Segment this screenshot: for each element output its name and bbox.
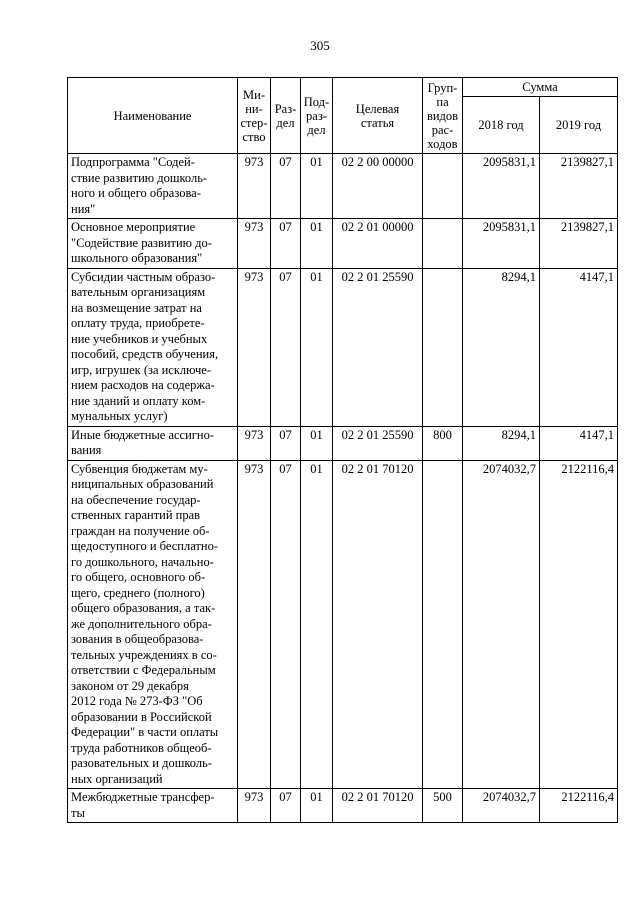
row-name: Субвенция бюджетам му- ниципальных образований на обеспечение государ- ственных гарантий прав граждан на получение об- щедоступного и бесплатно- го дошкольного, начально- го общего, основного об- щего, среднего (полного) общего образования, а так- же дополнительного обра- зования в общеобразова- тельных учреждениях в со- ответствии с Федеральным законом от 29 декабря 2012 года № 273-ФЗ "Об образовании в Российской Федерации" в части оплаты труда работников общеоб- разовательных и дошколь- ных организаций bbox=[68, 460, 238, 789]
row-section: 07 bbox=[271, 154, 301, 219]
row-ministry: 973 bbox=[238, 268, 271, 426]
row-sum-2018: 8294,1 bbox=[463, 268, 540, 426]
row-target-article: 02 2 01 70120 bbox=[333, 460, 423, 789]
table-row bbox=[68, 460, 618, 789]
table-row bbox=[68, 268, 618, 426]
header-subsection: Под- раз- дел bbox=[301, 78, 333, 154]
row-section: 07 bbox=[271, 219, 301, 269]
header-section: Раз- дел bbox=[271, 78, 301, 154]
row-expense-group bbox=[423, 219, 463, 269]
row-sum-2018: 2095831,1 bbox=[463, 154, 540, 219]
row-target-article: 02 2 01 25590 bbox=[333, 268, 423, 426]
row-target-article: 02 2 01 70120 bbox=[333, 789, 423, 823]
row-expense-group bbox=[423, 268, 463, 426]
row-subsection: 01 bbox=[301, 219, 333, 269]
row-target-article: 02 2 01 00000 bbox=[333, 219, 423, 269]
row-expense-group bbox=[423, 460, 463, 789]
row-subsection: 01 bbox=[301, 268, 333, 426]
table-row bbox=[68, 154, 618, 219]
row-section: 07 bbox=[271, 268, 301, 426]
header-name: Наименование bbox=[68, 78, 238, 154]
row-sum-2019: 2122116,4 bbox=[540, 460, 618, 789]
row-expense-group bbox=[423, 154, 463, 219]
row-sum-2019: 2139827,1 bbox=[540, 219, 618, 269]
header-target-article: Целевая статья bbox=[333, 78, 423, 154]
row-section: 07 bbox=[271, 426, 301, 460]
row-sum-2018: 2074032,7 bbox=[463, 460, 540, 789]
row-expense-group: 800 bbox=[423, 426, 463, 460]
row-subsection: 01 bbox=[301, 426, 333, 460]
row-sum-2018: 2074032,7 bbox=[463, 789, 540, 823]
header-expense-group: Груп- па видов рас- ходов bbox=[423, 78, 463, 154]
row-target-article: 02 2 01 25590 bbox=[333, 426, 423, 460]
table-row bbox=[68, 426, 618, 460]
row-name: Основное мероприятие "Содействие развитию до- школьного образования" bbox=[68, 219, 238, 269]
row-name: Субсидии частным образо- вательным организациям на возмещение затрат на оплату труда, приобрете- ние учебников и учебных пособий, средств обучения, игр, игрушек (за исключе- нием расходов на содержа- ние зданий и оплату ком- мунальных услуг) bbox=[68, 268, 238, 426]
header-year-2018: 2018 год bbox=[463, 97, 540, 154]
header-ministry: Ми- ни- стер- ство bbox=[238, 78, 271, 154]
row-name: Иные бюджетные ассигно- вания bbox=[68, 426, 238, 460]
header-sum: Сумма bbox=[463, 78, 618, 97]
row-ministry: 973 bbox=[238, 426, 271, 460]
header-row bbox=[68, 78, 618, 97]
row-sum-2019: 4147,1 bbox=[540, 268, 618, 426]
table-row bbox=[68, 789, 618, 823]
row-subsection: 01 bbox=[301, 460, 333, 789]
row-sum-2018: 8294,1 bbox=[463, 426, 540, 460]
row-ministry: 973 bbox=[238, 154, 271, 219]
row-ministry: 973 bbox=[238, 219, 271, 269]
row-ministry: 973 bbox=[238, 789, 271, 823]
row-sum-2019: 4147,1 bbox=[540, 426, 618, 460]
row-name: Подпрограмма "Содей- ствие развитию дошколь- ного и общего образова- ния" bbox=[68, 154, 238, 219]
row-subsection: 01 bbox=[301, 154, 333, 219]
page-number: 305 bbox=[310, 38, 330, 53]
row-sum-2018: 2095831,1 bbox=[463, 219, 540, 269]
row-ministry: 973 bbox=[238, 460, 271, 789]
row-section: 07 bbox=[271, 460, 301, 789]
row-target-article: 02 2 00 00000 bbox=[333, 154, 423, 219]
row-sum-2019: 2122116,4 bbox=[540, 789, 618, 823]
row-name: Межбюджетные трансфер- ты bbox=[68, 789, 238, 823]
row-subsection: 01 bbox=[301, 789, 333, 823]
row-section: 07 bbox=[271, 789, 301, 823]
header-year-2019: 2019 год bbox=[540, 97, 618, 154]
budget-table bbox=[67, 77, 618, 823]
table-row bbox=[68, 219, 618, 269]
row-sum-2019: 2139827,1 bbox=[540, 154, 618, 219]
row-expense-group: 500 bbox=[423, 789, 463, 823]
